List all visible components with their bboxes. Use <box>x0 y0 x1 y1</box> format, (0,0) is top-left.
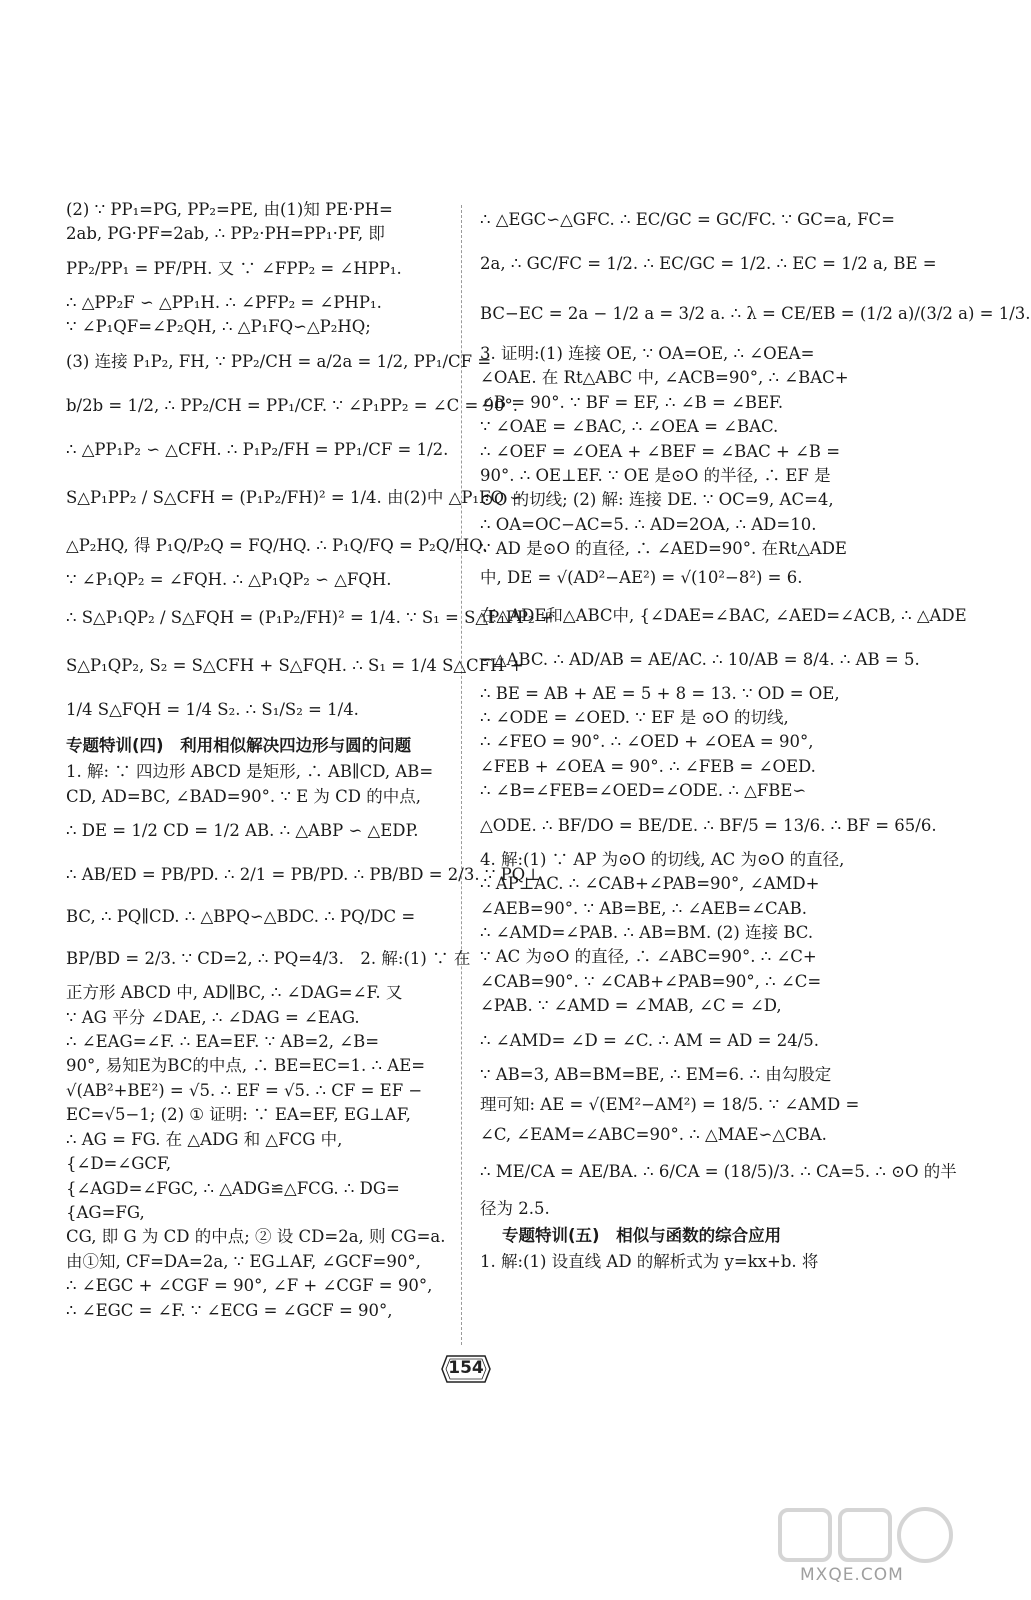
right-column <box>480 198 1031 1275</box>
text-line: ∴ ∠AMD= ∠D = ∠C. ∴ AM = AD = 24/5. <box>480 1030 820 1050</box>
watermark-text: MXQE.COM <box>800 1565 904 1585</box>
text-line: ∵ ∠OAE = ∠BAC, ∴ ∠OEA = ∠BAC. <box>480 417 779 437</box>
text-line: ∵ AG 平分 ∠DAE, ∴ ∠DAG = ∠EAG. <box>66 1007 360 1027</box>
text-line: S△P₁QP₂, S₂ = S△CFH + S△FQH. ∴ S₁ = 1/4 S△CFH + <box>66 656 524 676</box>
text-line: 正方形 ABCD 中, AD∥BC, ∴ ∠DAG=∠F. 又 <box>66 983 403 1003</box>
text-line: ∴ ∠OEF = ∠OEA + ∠BEF = ∠BAC + ∠B = <box>480 441 841 461</box>
text-line: ∠PAB. ∵ ∠AMD = ∠MAB, ∠C = ∠D, <box>480 996 782 1016</box>
text-line: ∵ ∠P₁QF=∠P₂QH, ∴ △P₁FQ∽△P₂HQ; <box>66 317 371 337</box>
text-line: 在△ADE和△ABC中, {∠DAE=∠BAC, ∠AED=∠ACB, ∴ △ADE <box>480 605 967 625</box>
text-line: ∴ DE = 1/2 CD = 1/2 AB. ∴ △ABP ∽ △EDP. <box>66 821 419 841</box>
text-line: 径为 2.5. <box>480 1199 550 1219</box>
text-line: ∴ △PP₁P₂ ∽ △CFH. ∴ P₁P₂/FH = PP₁/CF = 1/2. <box>66 439 449 459</box>
section-title-five: 专题特训(五) 相似与函数的综合应用 <box>502 1225 782 1245</box>
text-line: 理可知: AE = √(EM²−AM²) = 18/5. ∵ ∠AMD = <box>480 1094 860 1114</box>
text-line: CG, 即 G 为 CD 的中点; ② 设 CD=2a, 则 CG=a. <box>66 1227 446 1247</box>
text-line: 中, DE = √(AD²−AE²) = √(10²−8²) = 6. <box>480 567 803 587</box>
text-line: ∽△ABC. ∴ AD/AB = AE/AC. ∴ 10/AB = 8/4. ∴ AB = 5. <box>480 649 920 669</box>
text-line: ∴ ∠EGC = ∠F. ∵ ∠ECG = ∠GCF = 90°, <box>66 1300 393 1320</box>
text-line: ∴ ∠FEO = 90°. ∴ ∠OED + ∠OEA = 90°, <box>480 732 814 752</box>
text-line: ∵ ∠P₁QP₂ = ∠FQH. ∴ △P₁QP₂ ∽ △FQH. <box>66 569 392 589</box>
text-line: ∴ ME/CA = AE/BA. ∴ 6/CA = (18/5)/3. ∴ CA=5. ∴ ⊙O 的半 <box>480 1162 957 1182</box>
text-line: ∴ △EGC∽△GFC. ∴ EC/GC = GC/FC. ∵ GC=a, FC= <box>480 210 895 229</box>
text-line: ∴ ∠B=∠FEB=∠OED=∠ODE. ∴ △FBE∽ <box>480 781 807 801</box>
text-line: PP₂/PP₁ = PF/PH. 又 ∵ ∠FPP₂ = ∠HPP₁. <box>66 258 402 278</box>
text-line: 90°, 易知E为BC的中点, ∴ BE=EC=1. ∴ AE= <box>66 1056 426 1076</box>
text-line: √(AB²+BE²) = √5. ∴ EF = √5. ∴ CF = EF − <box>66 1080 423 1100</box>
text-line: ∴ ∠EGC + ∠CGF = 90°, ∠F + ∠CGF = 90°, <box>66 1276 433 1296</box>
text-line: ∴ AP⊥AC. ∴ ∠CAB+∠PAB=90°, ∠AMD+ <box>480 874 820 894</box>
text-line: ∴ AB/ED = PB/PD. ∴ 2/1 = PB/PD. ∴ PB/BD = 2/3. ∵ PQ⊥ <box>66 865 541 885</box>
text-line: b/2b = 1/2, ∴ PP₂/CH = PP₁/CF. ∵ ∠P₁PP₂ = ∠C = 90°. <box>66 395 519 415</box>
text-line: 2ab, PG·PF=2ab, ∴ PP₂·PH=PP₁·PF, 即 <box>66 224 385 244</box>
text-line: 1. 解: ∵ 四边形 ABCD 是矩形, ∴ AB∥CD, AB= <box>66 762 434 782</box>
text-line: ∠AEB=90°. ∵ AB=BE, ∴ ∠AEB=∠CAB. <box>480 898 807 918</box>
column-divider <box>461 205 463 1345</box>
text-line: 1/4 S△FQH = 1/4 S₂. ∴ S₁/S₂ = 1/4. <box>66 700 359 720</box>
text-line: CD, AD=BC, ∠BAD=90°. ∵ E 为 CD 的中点, <box>66 786 421 806</box>
text-line: (2) ∵ PP₁=PG, PP₂=PE, 由(1)知 PE·PH= <box>66 200 393 219</box>
text-line: ∠CAB=90°. ∵ ∠CAB+∠PAB=90°, ∴ ∠C= <box>480 971 822 991</box>
text-line: BC−EC = 2a − 1/2 a = 3/2 a. ∴ λ = CE/EB = (1/2 a)/(3/2 a) = 1/3. <box>480 304 1031 323</box>
page-number-badge <box>441 1354 491 1384</box>
text-line: S△P₁PP₂ / S△CFH = (P₁P₂/FH)² = 1/4. 由(2)中 △P₁FQ ∽ <box>66 487 524 507</box>
text-line: 3. 证明:(1) 连接 OE, ∵ OA=OE, ∴ ∠OEA= <box>480 344 815 363</box>
text-line: ∴ ∠ODE = ∠OED. ∵ EF 是 ⊙O 的切线, <box>480 708 789 728</box>
text-line: EC=√5−1; (2) ① 证明: ∵ EA=EF, EG⊥AF, <box>66 1105 411 1125</box>
text-line: ∠FEB + ∠OEA = 90°. ∴ ∠FEB = ∠OED. <box>480 756 816 776</box>
text-line: ∴ ∠AMD=∠PAB. ∴ AB=BM. (2) 连接 BC. <box>480 922 814 942</box>
text-line: 4. 解:(1) ∵ AP 为⊙O 的切线, AC 为⊙O 的直径, <box>480 849 845 869</box>
text-line: △ODE. ∴ BF/DO = BE/DE. ∴ BF/5 = 13/6. ∴ BF = 65/6. <box>480 815 937 835</box>
text-line: 1. 解:(1) 设直线 AD 的解析式为 y=kx+b. 将 <box>480 1252 819 1272</box>
text-line: ∴ BE = AB + AE = 5 + 8 = 13. ∵ OD = OE, <box>480 683 840 703</box>
section-title-four: 专题特训(四) 利用相似解决四边形与圆的问题 <box>66 736 412 756</box>
text-line: {∠AGD=∠FGC, ∴ △ADG≌△FCG. ∴ DG= <box>66 1178 400 1198</box>
text-line: {∠D=∠GCF, <box>66 1154 172 1174</box>
text-line: 90°. ∴ OE⊥EF. ∵ OE 是⊙O 的半径, ∴ EF 是 <box>480 466 831 486</box>
text-line: ∵ AB=3, AB=BM=BE, ∴ EM=6. ∴ 由勾股定 <box>480 1064 832 1084</box>
text-line: 由①知, CF=DA=2a, ∵ EG⊥AF, ∠GCF=90°, <box>66 1251 421 1271</box>
text-line: ∠C, ∠EAM=∠ABC=90°. ∴ △MAE∽△CBA. <box>480 1124 827 1144</box>
text-line: ∴ S△P₁QP₂ / S△FQH = (P₁P₂/FH)² = 1/4. ∵ S₁ = S△P₁PP₂ + <box>66 608 554 628</box>
text-line: ∠B = 90°. ∵ BF = EF, ∴ ∠B = ∠BEF. <box>480 392 784 412</box>
text-line: ∵ AD 是⊙O 的直径, ∴ ∠AED=90°. 在Rt△ADE <box>480 539 847 559</box>
text-line: BP/BD = 2/3. ∵ CD=2, ∴ PQ=4/3. 2. 解:(1) ∵ 在 <box>66 949 471 969</box>
page-number: 154 <box>448 1358 484 1378</box>
text-line: 2a, ∴ GC/FC = 1/2. ∴ EC/GC = 1/2. ∴ EC = 1/2 a, BE = <box>480 254 937 273</box>
text-line: BC, ∴ PQ∥CD. ∴ △BPQ∽△BDC. ∴ PQ/DC = <box>66 907 416 927</box>
text-line: (3) 连接 P₁P₂, FH, ∵ PP₂/CH = a/2a = 1/2, PP₁/CF = <box>66 351 492 371</box>
text-line: ∵ AC 为⊙O 的直径, ∴ ∠ABC=90°. ∴ ∠C+ <box>480 947 817 967</box>
text-line: ⊙O 的切线; (2) 解: 连接 DE. ∵ OC=9, AC=4, <box>480 490 834 510</box>
text-line: ∠OAE. 在 Rt△ABC 中, ∠ACB=90°, ∴ ∠BAC+ <box>480 368 849 388</box>
text-line: ∴ AG = FG. 在 △ADG 和 △FCG 中, <box>66 1129 343 1149</box>
text-line: ∴ △PP₂F ∽ △PP₁H. ∴ ∠PFP₂ = ∠PHP₁. <box>66 292 382 312</box>
text-line: △P₂HQ, 得 P₁Q/P₂Q = FQ/HQ. ∴ P₁Q/FQ = P₂Q/HQ. <box>66 535 488 555</box>
text-line: {AG=FG, <box>66 1202 145 1222</box>
text-line: ∴ OA=OC−AC=5. ∴ AD=2OA, ∴ AD=10. <box>480 514 817 534</box>
text-line: ∴ ∠EAG=∠F. ∴ EA=EF. ∵ AB=2, ∠B= <box>66 1032 380 1052</box>
